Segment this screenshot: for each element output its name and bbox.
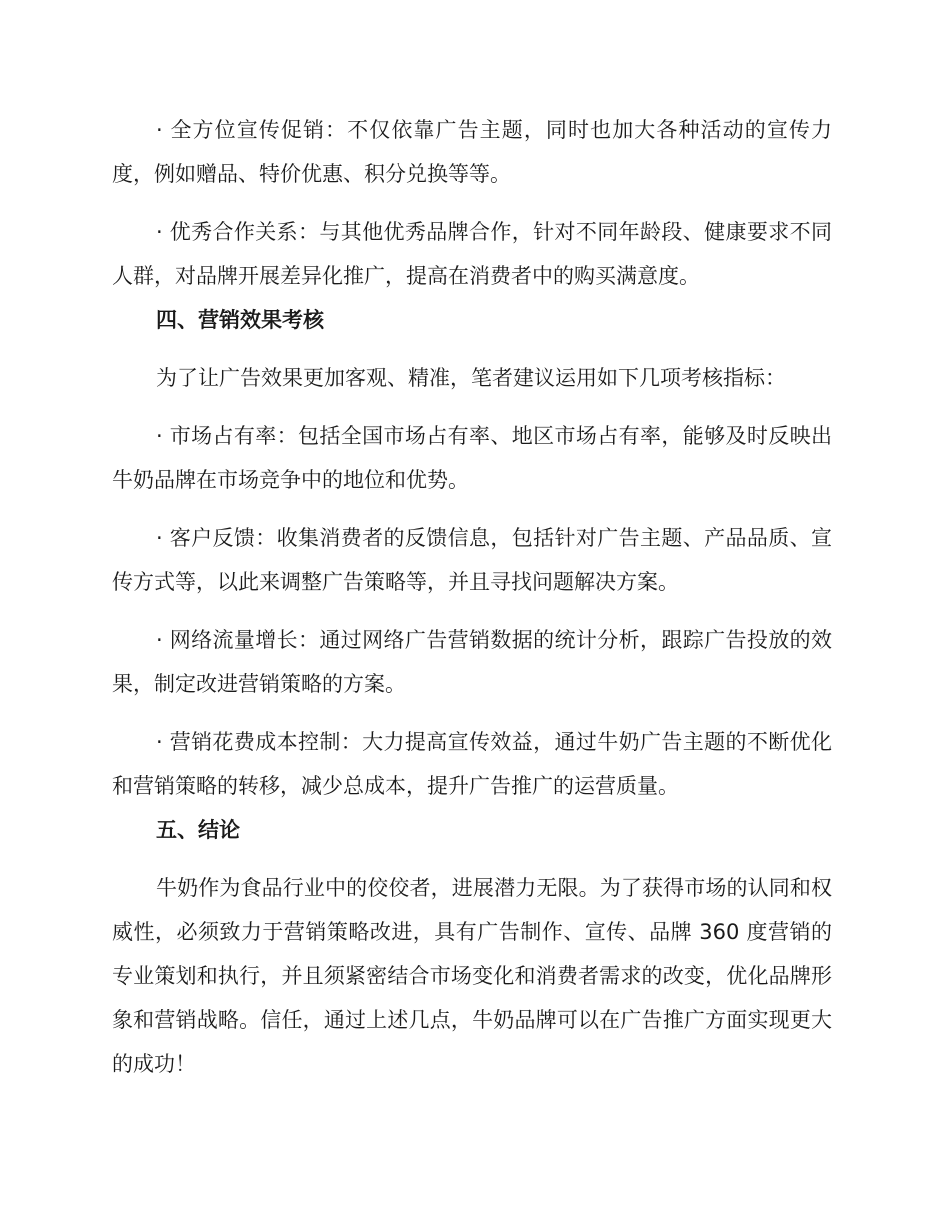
bullet-cost-control: · 营销花费成本控制：大力提高宣传效益，通过牛奶广告主题的不断优化和营销策略的转移，减少总成本，提升广告推广的运营质量。 xyxy=(112,730,832,798)
section-heading-conclusion: 五、结论 xyxy=(156,818,240,842)
conclusion-body: 牛奶作为食品行业中的佼佼者，进展潜力无限。为了获得市场的认同和权威性，必须致力于营销策略改进，具有广告制作、宣传、品牌 360 度营销的专业策划和执行，并且须紧密结合市场变化和消费者需求的改变，优化品牌形象和营销战略。信任，通过上述几点，牛奶品牌可以在广告推广方面实现更大的成功！ xyxy=(112,876,832,1076)
bullet-traffic-growth: · 网络流量增长：通过网络广告营销数据的统计分析，跟踪广告投放的效果，制定改进营销策略的方案。 xyxy=(112,628,832,696)
bullet-promotion: · 全方位宣传促销：不仅依靠广告主题，同时也加大各种活动的宣传力度，例如赠品、特价优惠、积分兑换等等。 xyxy=(112,118,832,186)
section-heading-evaluation: 四、营销效果考核 xyxy=(156,308,324,332)
bullet-partnership: · 优秀合作关系：与其他优秀品牌合作，针对不同年龄段、健康要求不同人群，对品牌开展差异化推广，提高在消费者中的购买满意度。 xyxy=(112,220,832,288)
evaluation-intro: 为了让广告效果更加客观、精准，笔者建议运用如下几项考核指标： xyxy=(156,366,786,390)
bullet-customer-feedback: · 客户反馈：收集消费者的反馈信息，包括针对广告主题、产品品质、宣传方式等，以此来调整广告策略等，并且寻找问题解决方案。 xyxy=(112,526,832,594)
document-page xyxy=(112,108,832,1086)
bullet-market-share: · 市场占有率：包括全国市场占有率、地区市场占有率，能够及时反映出牛奶品牌在市场竞争中的地位和优势。 xyxy=(112,424,832,492)
